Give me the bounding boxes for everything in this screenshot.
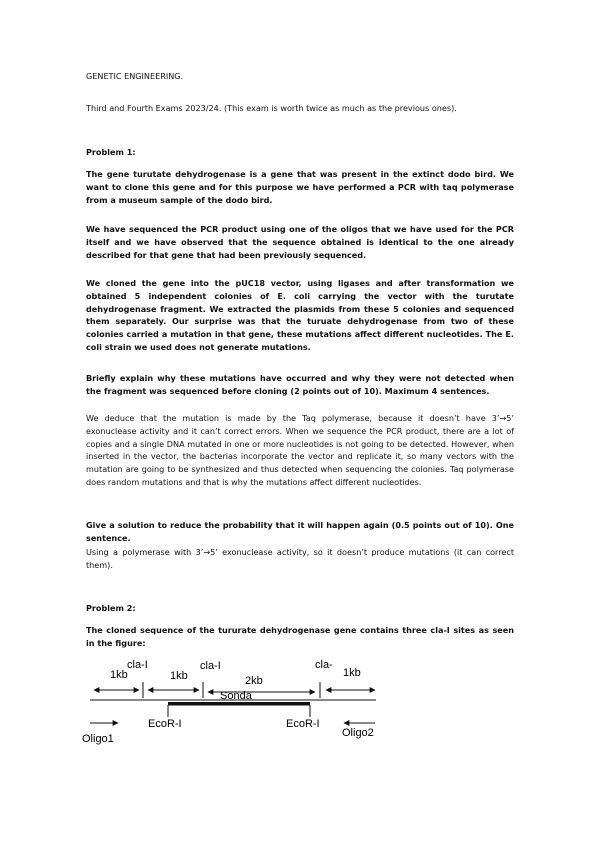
problem2-paragraph-1: The cloned sequence of the tururate dehydrogenase gene contains three cla-I sites as seen in the figure: xyxy=(86,625,514,648)
course-title: GENETIC ENGINEERING. xyxy=(86,71,184,81)
label-1kb-mid: 1kb xyxy=(170,670,188,682)
label-oligo1: Oligo1 xyxy=(82,733,114,745)
exam-subtitle: Third and Fourth Exams 2023/24. (This exam is worth twice as much as the previous ones). xyxy=(86,103,457,113)
label-cla-3: cla- xyxy=(315,659,333,671)
label-2kb: 2kb xyxy=(245,675,263,687)
probe-bar xyxy=(168,702,310,706)
problem1-question-2: Give a solution to reduce the probability that it will happen again (0.5 points out of 10). One sentence. xyxy=(86,520,514,543)
gene-map-figure xyxy=(80,655,390,765)
problem1-answer-2: Using a polymerase with 3’→5’ exonuclease activity, so it doesn’t produce mutations (it can correct them). xyxy=(86,547,514,570)
problem1-question-1: Briefly explain why these mutations have occurred and why they were not detected when the fragment was sequenced before cloning (2 points out of 10). Maximum 4 sentences. xyxy=(86,373,514,396)
label-sonda: Sonda xyxy=(220,690,252,702)
problem1-heading: Problem 1: xyxy=(86,147,136,157)
problem2-heading: Problem 2: xyxy=(86,603,136,613)
label-oligo2: Oligo2 xyxy=(342,727,374,739)
problem1-paragraph-3: We cloned the gene into the pUC18 vector, using ligases and after transformation we obtained 5 independent colonies of E. coli carrying the vector with the turutate dehydrogenase fragment. We extracted the plasmids from these 5 colonies and sequenced them separately. Our surprise was that the turuate dehydrogenase from two of these colonies carried a mutation in that gene, these mutations affect different nucleotides. The E. coli strain we used does not generate mutations. xyxy=(86,278,514,352)
problem1-paragraph-2: We have sequenced the PCR product using one of the oligos that we have used for the PCR itself and we have observed that the sequence obtained is identical to the one already described for that gene that had been previously sequenced. xyxy=(86,224,514,260)
problem1-answer-1: We deduce that the mutation is made by the Taq polymerase, because it doesn’t have 3’→5’ exonuclease activity and it can’t correct errors. When we sequence the PCR product, there are a lot of copies and a single DNA mutated in one or more nucleotides is not going to be detected. However, when inserted in the vector, the bacterias incorporate the vector and replicate it, so many vectors with the mutation are going to be synthesized and thus detected when sequencing the colonies. Taq polymerase does random mutations and that is why the mutations affect different nucleotides. xyxy=(86,413,514,487)
label-cla-2: cla-I xyxy=(200,660,221,672)
label-cla-1: cla-I xyxy=(127,659,148,671)
problem1-paragraph-1: The gene turutate dehydrogenase is a gene that was present in the extinct dodo bird. We want to clone this gene and for this purpose we have performed a PCR with taq polymerase from a museum sample of the dodo bird. xyxy=(86,169,514,205)
label-ecori-left: EcoR-I xyxy=(148,718,182,730)
label-1kb-left: 1kb xyxy=(110,669,128,681)
label-ecori-right: EcoR-I xyxy=(286,718,320,730)
label-1kb-right: 1kb xyxy=(343,667,361,679)
